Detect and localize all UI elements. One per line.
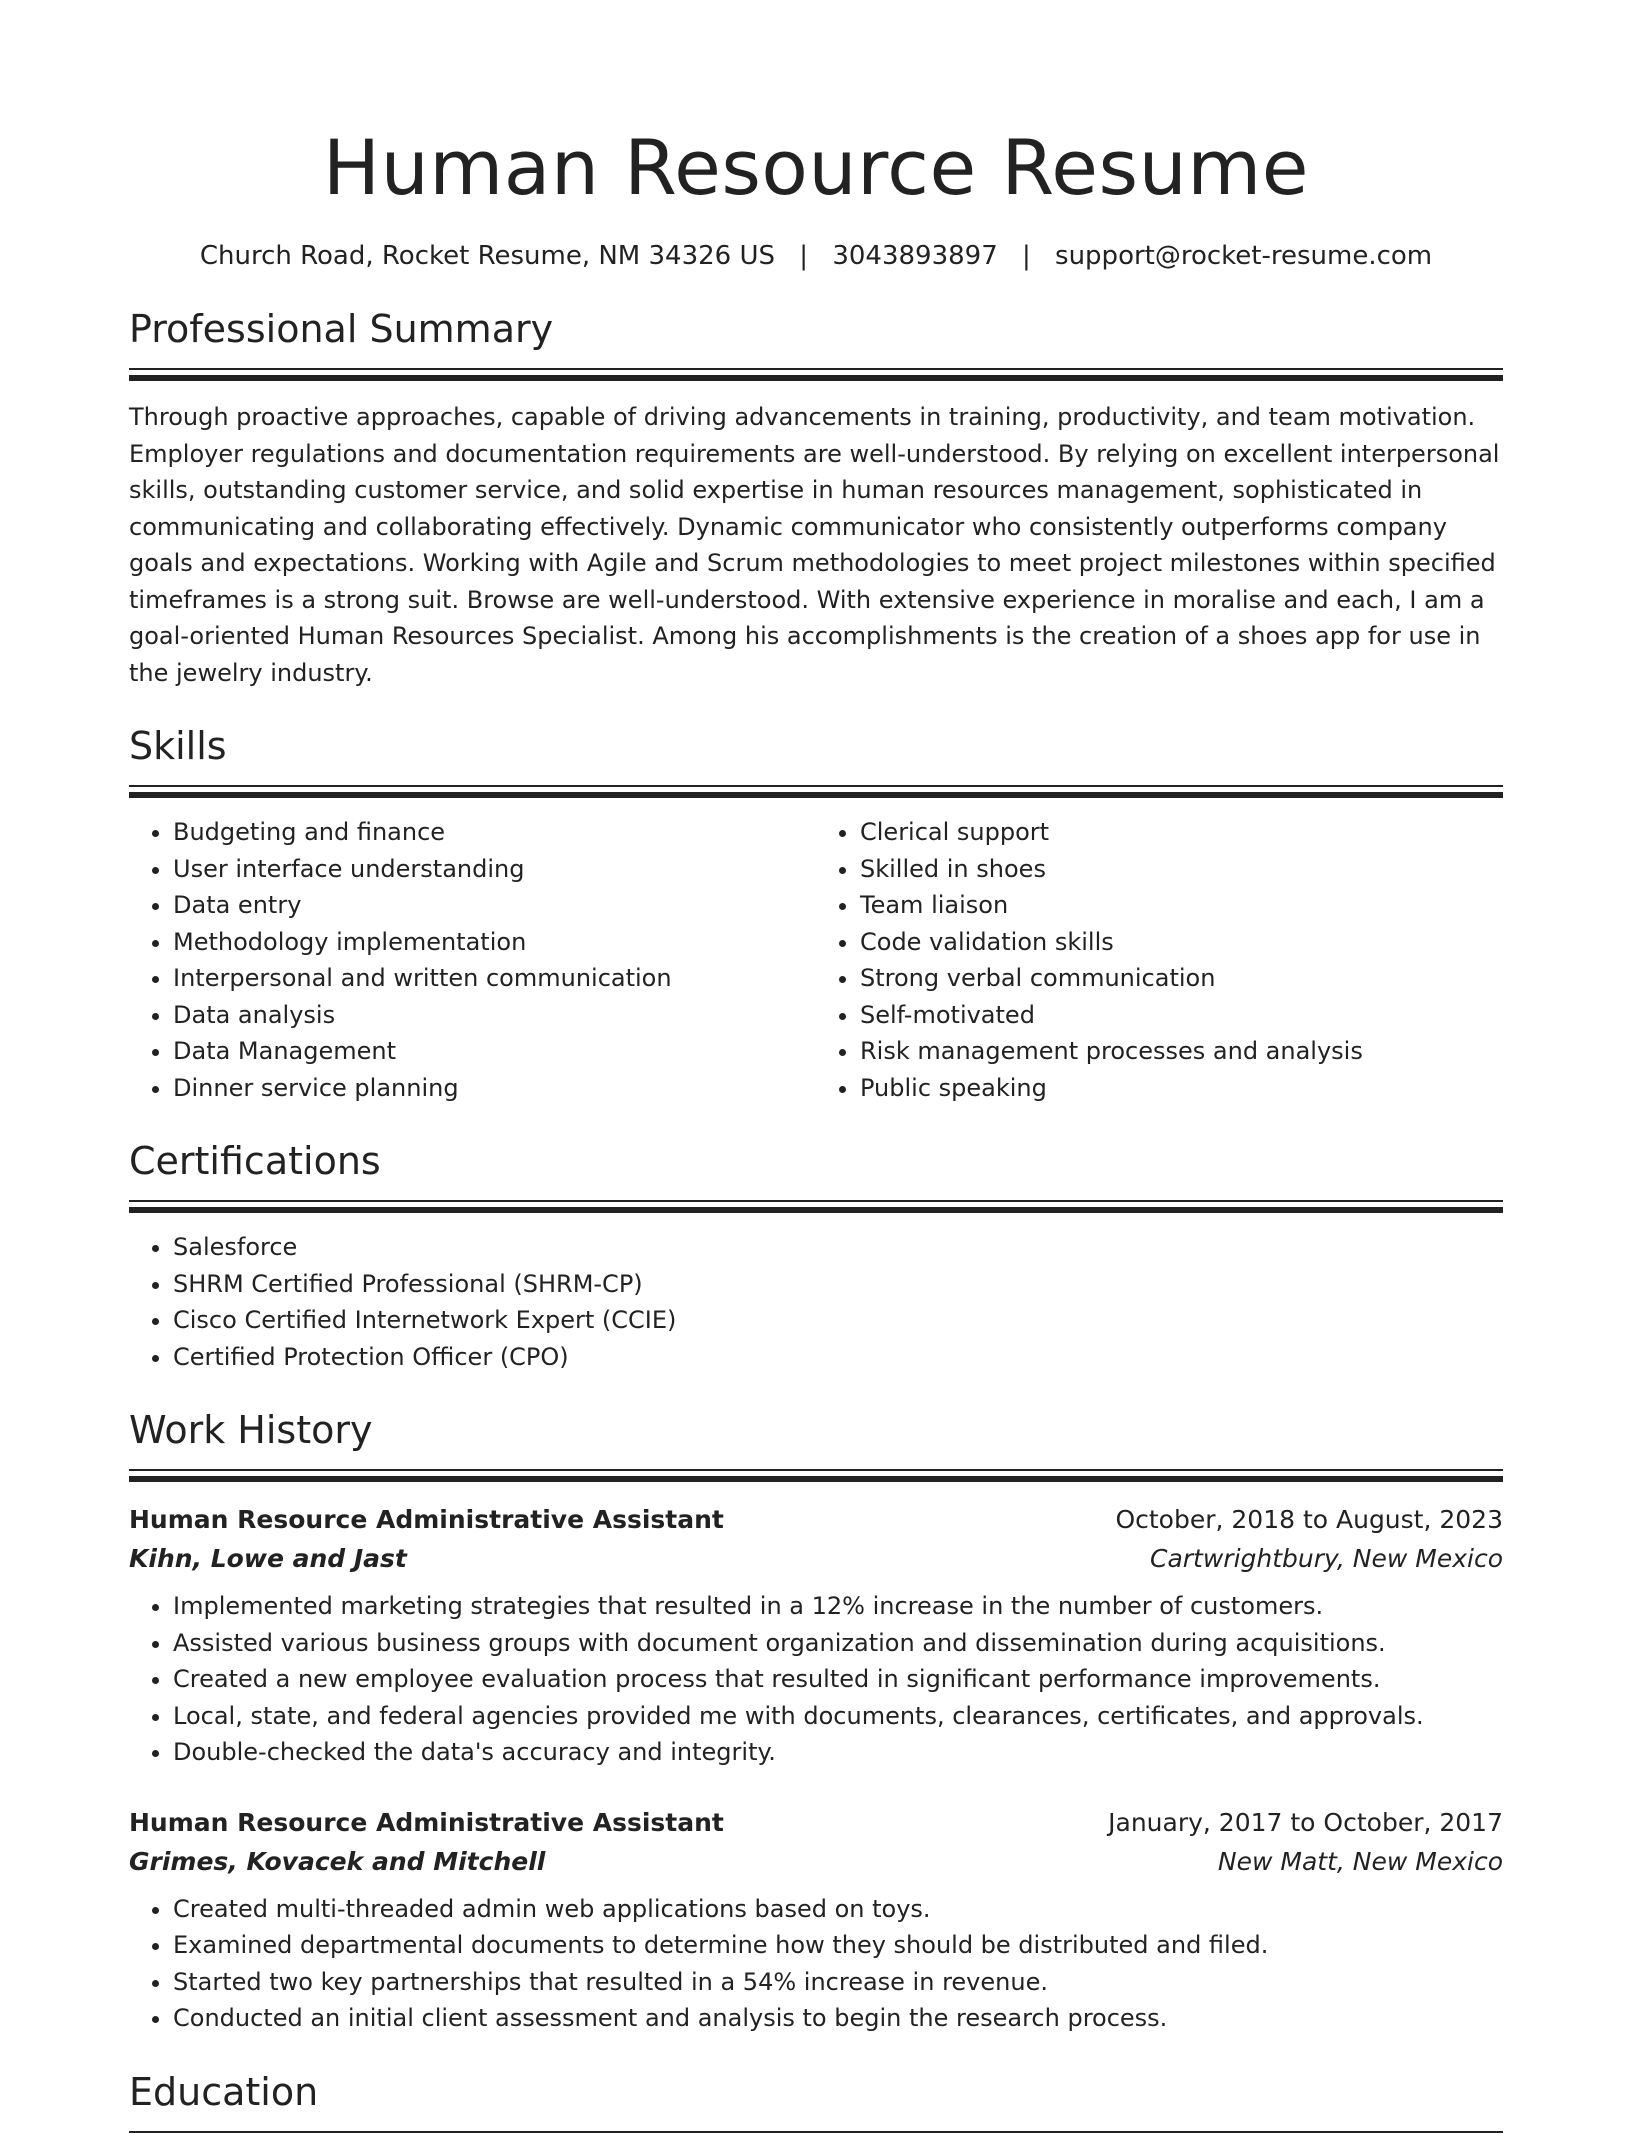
job-location: New Matt, New Mexico [1217, 1846, 1503, 1876]
skill-item: • Budgeting and finance [173, 814, 816, 851]
skill-item: • Clerical support [860, 814, 1503, 851]
section-divider [129, 785, 1503, 787]
job-location: Cartwrightbury, New Mexico [1150, 1544, 1503, 1573]
contact-line [129, 238, 1503, 274]
job-header-row [129, 1803, 1503, 1842]
skills-list-right [816, 814, 1503, 1106]
job-dates: January, 2017 to October, 2017 [1108, 1807, 1503, 1837]
section-divider [129, 1200, 1503, 1202]
job-bullet: • Local, state, and federal agencies provided me with documents, clearances, certificates, and approvals. [173, 1698, 1503, 1735]
skills-list-left [129, 814, 816, 1106]
skill-item: • Data entry [173, 887, 816, 924]
education-heading: Education [129, 2069, 319, 2114]
skill-item: • Code validation skills [860, 924, 1503, 961]
skill-item: • Team liaison [860, 887, 1503, 924]
job-title: Human Resource Administrative Assistant [129, 1505, 724, 1534]
section-divider-thick [129, 1207, 1503, 1213]
job-bullets [129, 1891, 1503, 2037]
section-divider-thick [129, 375, 1503, 381]
contact-email: support@rocket-resume.com [1055, 241, 1433, 271]
skill-item: • Methodology implementation [173, 924, 816, 961]
resume-title: Human Resource Resume [322, 123, 1310, 212]
certifications-section [129, 1136, 1503, 1375]
job-company-row [129, 1842, 1503, 1881]
job-company: Kihn, Lowe and Jast [129, 1544, 407, 1573]
skill-item: • User interface understanding [173, 851, 816, 888]
contact-address: Church Road, Rocket Resume, NM 34326 US [199, 241, 776, 271]
job-bullet: • Started two key partnerships that resulted in a 54% increase in revenue. [173, 1964, 1503, 2001]
job-bullet: • Assisted various business groups with document organization and dissemination during acquisitions. [173, 1625, 1503, 1662]
skill-item: • Data analysis [173, 997, 816, 1034]
job-company-row [129, 1539, 1503, 1578]
skills-grid [129, 814, 1503, 1106]
skill-item: • Public speaking [860, 1070, 1503, 1107]
work-history-section [129, 1405, 1503, 2037]
job-bullet: • Created a new employee evaluation process that resulted in significant performance improvements. [173, 1661, 1503, 1698]
contact-separator: | [799, 241, 809, 271]
job-bullet: • Implemented marketing strategies that resulted in a 12% increase in the number of customers. [173, 1588, 1503, 1625]
certifications-heading: Certifications [129, 1139, 381, 1183]
certification-item: • Cisco Certified Internetwork Expert (CCIE) [173, 1302, 1503, 1339]
job-dates: October, 2018 to August, 2023 [1115, 1505, 1503, 1534]
skill-item: • Dinner service planning [173, 1070, 816, 1107]
job-bullet: • Conducted an initial client assessment and analysis to begin the research process. [173, 2000, 1503, 2037]
education-section [129, 2067, 1503, 2133]
job-title: Human Resource Administrative Assistant [129, 1807, 724, 1837]
summary-text: Through proactive approaches, capable of driving advancements in training, productivity, and team motivation. Employer regulations and documentation requirements are well-understood. By relying on excellent interpersonal skills, outstanding customer service, and solid expertise in human resources management, sophisticated in communicating and collaborating effectively. Dynamic communicator who consistently outperforms company goals and expectations. Working with Agile and Scrum methodologies to meet project milestones within specified timeframes is a strong suit. Browse are well-understood. With extensive experience in moralise and each, I am a goal-oriented Human Resources Specialist. Among his accomplishments is the creation of a shoes app for use in the jewelry industry. [129, 403, 1500, 687]
contact-separator: | [1022, 241, 1031, 271]
contact-phone: 3043893897 [832, 241, 998, 271]
certifications-list [129, 1229, 1503, 1375]
job-bullets [129, 1588, 1503, 1771]
job-company: Grimes, Kovacek and Mitchell [129, 1846, 546, 1876]
skill-item: • Data Management [173, 1033, 816, 1070]
skills-section [129, 721, 1503, 1106]
certification-item: • Salesforce [173, 1229, 1503, 1266]
job-bullet: • Examined departmental documents to determine how they should be distributed and filed. [173, 1927, 1503, 1964]
summary-heading: Professional Summary [129, 307, 554, 351]
skill-item: • Skilled in shoes [860, 851, 1503, 888]
summary-section [129, 304, 1503, 691]
section-divider [129, 1469, 1503, 1471]
job-bullet: • Double-checked the data's accuracy and integrity. [173, 1734, 1503, 1771]
work-history-heading: Work History [129, 1408, 373, 1452]
job-entry [129, 1500, 1503, 1771]
section-divider [129, 2131, 1503, 2133]
job-header-row [129, 1500, 1503, 1539]
certification-item: • Certified Protection Officer (CPO) [173, 1339, 1503, 1376]
section-divider [129, 368, 1503, 370]
skill-item: • Strong verbal communication [860, 960, 1503, 997]
skill-item: • Self-motivated [860, 997, 1503, 1034]
section-divider-thick [129, 792, 1503, 798]
section-divider-thick [129, 1476, 1503, 1482]
skill-item: • Interpersonal and written communication [173, 960, 816, 997]
job-entry [129, 1803, 1503, 2037]
certification-item: • SHRM Certified Professional (SHRM-CP) [173, 1266, 1503, 1303]
skill-item: • Risk management processes and analysis [860, 1033, 1503, 1070]
job-bullet: • Created multi-threaded admin web applications based on toys. [173, 1891, 1503, 1928]
skills-heading: Skills [129, 724, 227, 768]
